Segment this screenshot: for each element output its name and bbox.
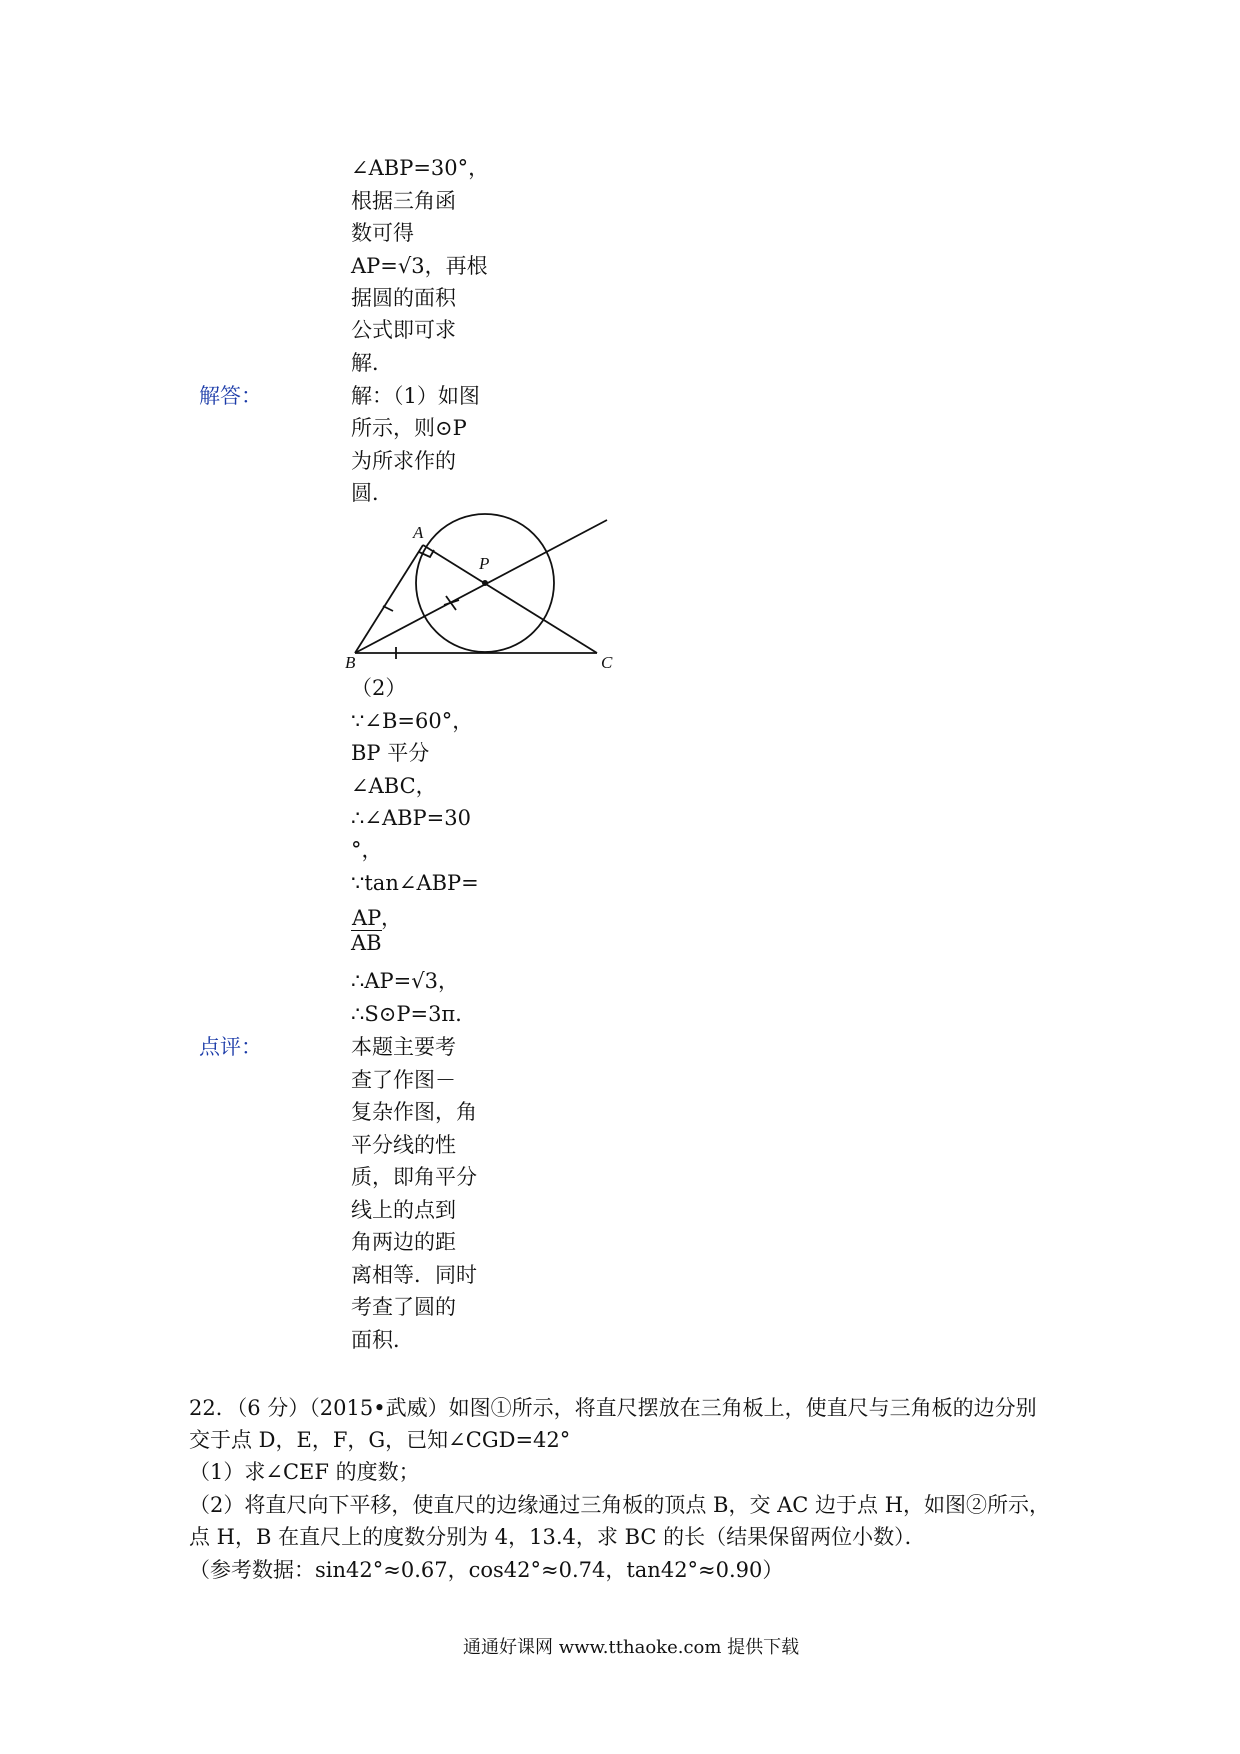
comment-line: 面积．: [351, 1328, 414, 1352]
question-line: （1）求∠CEF 的度数；: [189, 1460, 420, 1484]
answer-line: 解：（1）如图: [351, 384, 480, 408]
answer-line: ∵∠B=60°，: [351, 709, 474, 733]
segment-ab: [355, 545, 423, 653]
comment-line: 查了作图－: [351, 1068, 456, 1092]
center-point: [482, 580, 488, 586]
comment-line: 质，即角平分: [351, 1165, 477, 1189]
comment-line: 本题主要考: [351, 1035, 456, 1059]
tick-ab: [383, 606, 393, 611]
comment-label: 点评：: [199, 1035, 262, 1059]
comment-line: 考查了圆的: [351, 1295, 456, 1319]
analysis-line: ∠ABP=30°，: [351, 156, 490, 180]
comment-line: 复杂作图，角: [351, 1100, 477, 1124]
answer-line: 所示，则⊙P: [351, 416, 467, 440]
fraction-numerator: AP: [352, 906, 382, 930]
fraction-denominator: AB: [351, 931, 382, 955]
comment-line: 平分线的性: [351, 1133, 456, 1157]
label-b: B: [345, 653, 356, 672]
answer-line: 圆．: [351, 481, 393, 505]
label-c: C: [601, 653, 613, 672]
answer-line: BP 平分: [351, 741, 430, 765]
comment-line: 线上的点到: [351, 1198, 456, 1222]
answer-line: 为所求作的: [351, 449, 456, 473]
answer-line: ∴AP=√3，: [351, 969, 459, 993]
analysis-line: AP=√3，再根: [351, 254, 488, 278]
analysis-line: 公式即可求: [351, 318, 456, 342]
fraction-ap-ab: [351, 906, 382, 955]
comment-line: 离相等．同时: [351, 1263, 477, 1287]
answer-line: ∵tan∠ABP=: [351, 871, 479, 895]
analysis-line: 数可得: [351, 221, 414, 245]
question-line: （2）将直尺向下平移，使直尺的边缘通过三角板的顶点 B，交 AC 边于点 H，如图②所示，: [189, 1493, 1051, 1517]
question-line: 点 H，B 在直尺上的度数分别为 4，13.4，求 BC 的长（结果保留两位小数）．: [189, 1525, 926, 1549]
answer-line: ∴S⊙P=3π．: [351, 1002, 477, 1026]
answer-line: ∴∠ABP=30: [351, 806, 472, 830]
label-p: P: [479, 554, 490, 573]
answer-line: ∠ABC，: [351, 774, 437, 798]
analysis-line: 解．: [351, 351, 393, 375]
analysis-line: 据圆的面积: [351, 286, 456, 310]
question-line: 交于点 D，E，F，G，已知∠CGD=42°: [189, 1428, 571, 1452]
label-a: A: [413, 523, 424, 542]
analysis-line: 根据三角函: [351, 189, 456, 213]
bisector-bp: [355, 520, 607, 653]
answer-label: 解答：: [199, 384, 262, 408]
question-line: （参考数据：sin42°≈0.67，cos42°≈0.74，tan42°≈0.90）: [189, 1558, 784, 1582]
footer: 通通好课网 www.tthaoke.com 提供下载: [463, 1637, 800, 1658]
comment-line: 角两边的距: [351, 1230, 456, 1254]
question-line: 22．（6 分）（2015•武威）如图①所示，将直尺摆放在三角板上，使直尺与三角板的边分别: [189, 1396, 1037, 1420]
answer-line: °，: [351, 838, 383, 862]
geometry-figure: [345, 510, 625, 675]
fraction-suffix: ，: [381, 906, 402, 930]
answer-line: （2）: [351, 676, 407, 700]
